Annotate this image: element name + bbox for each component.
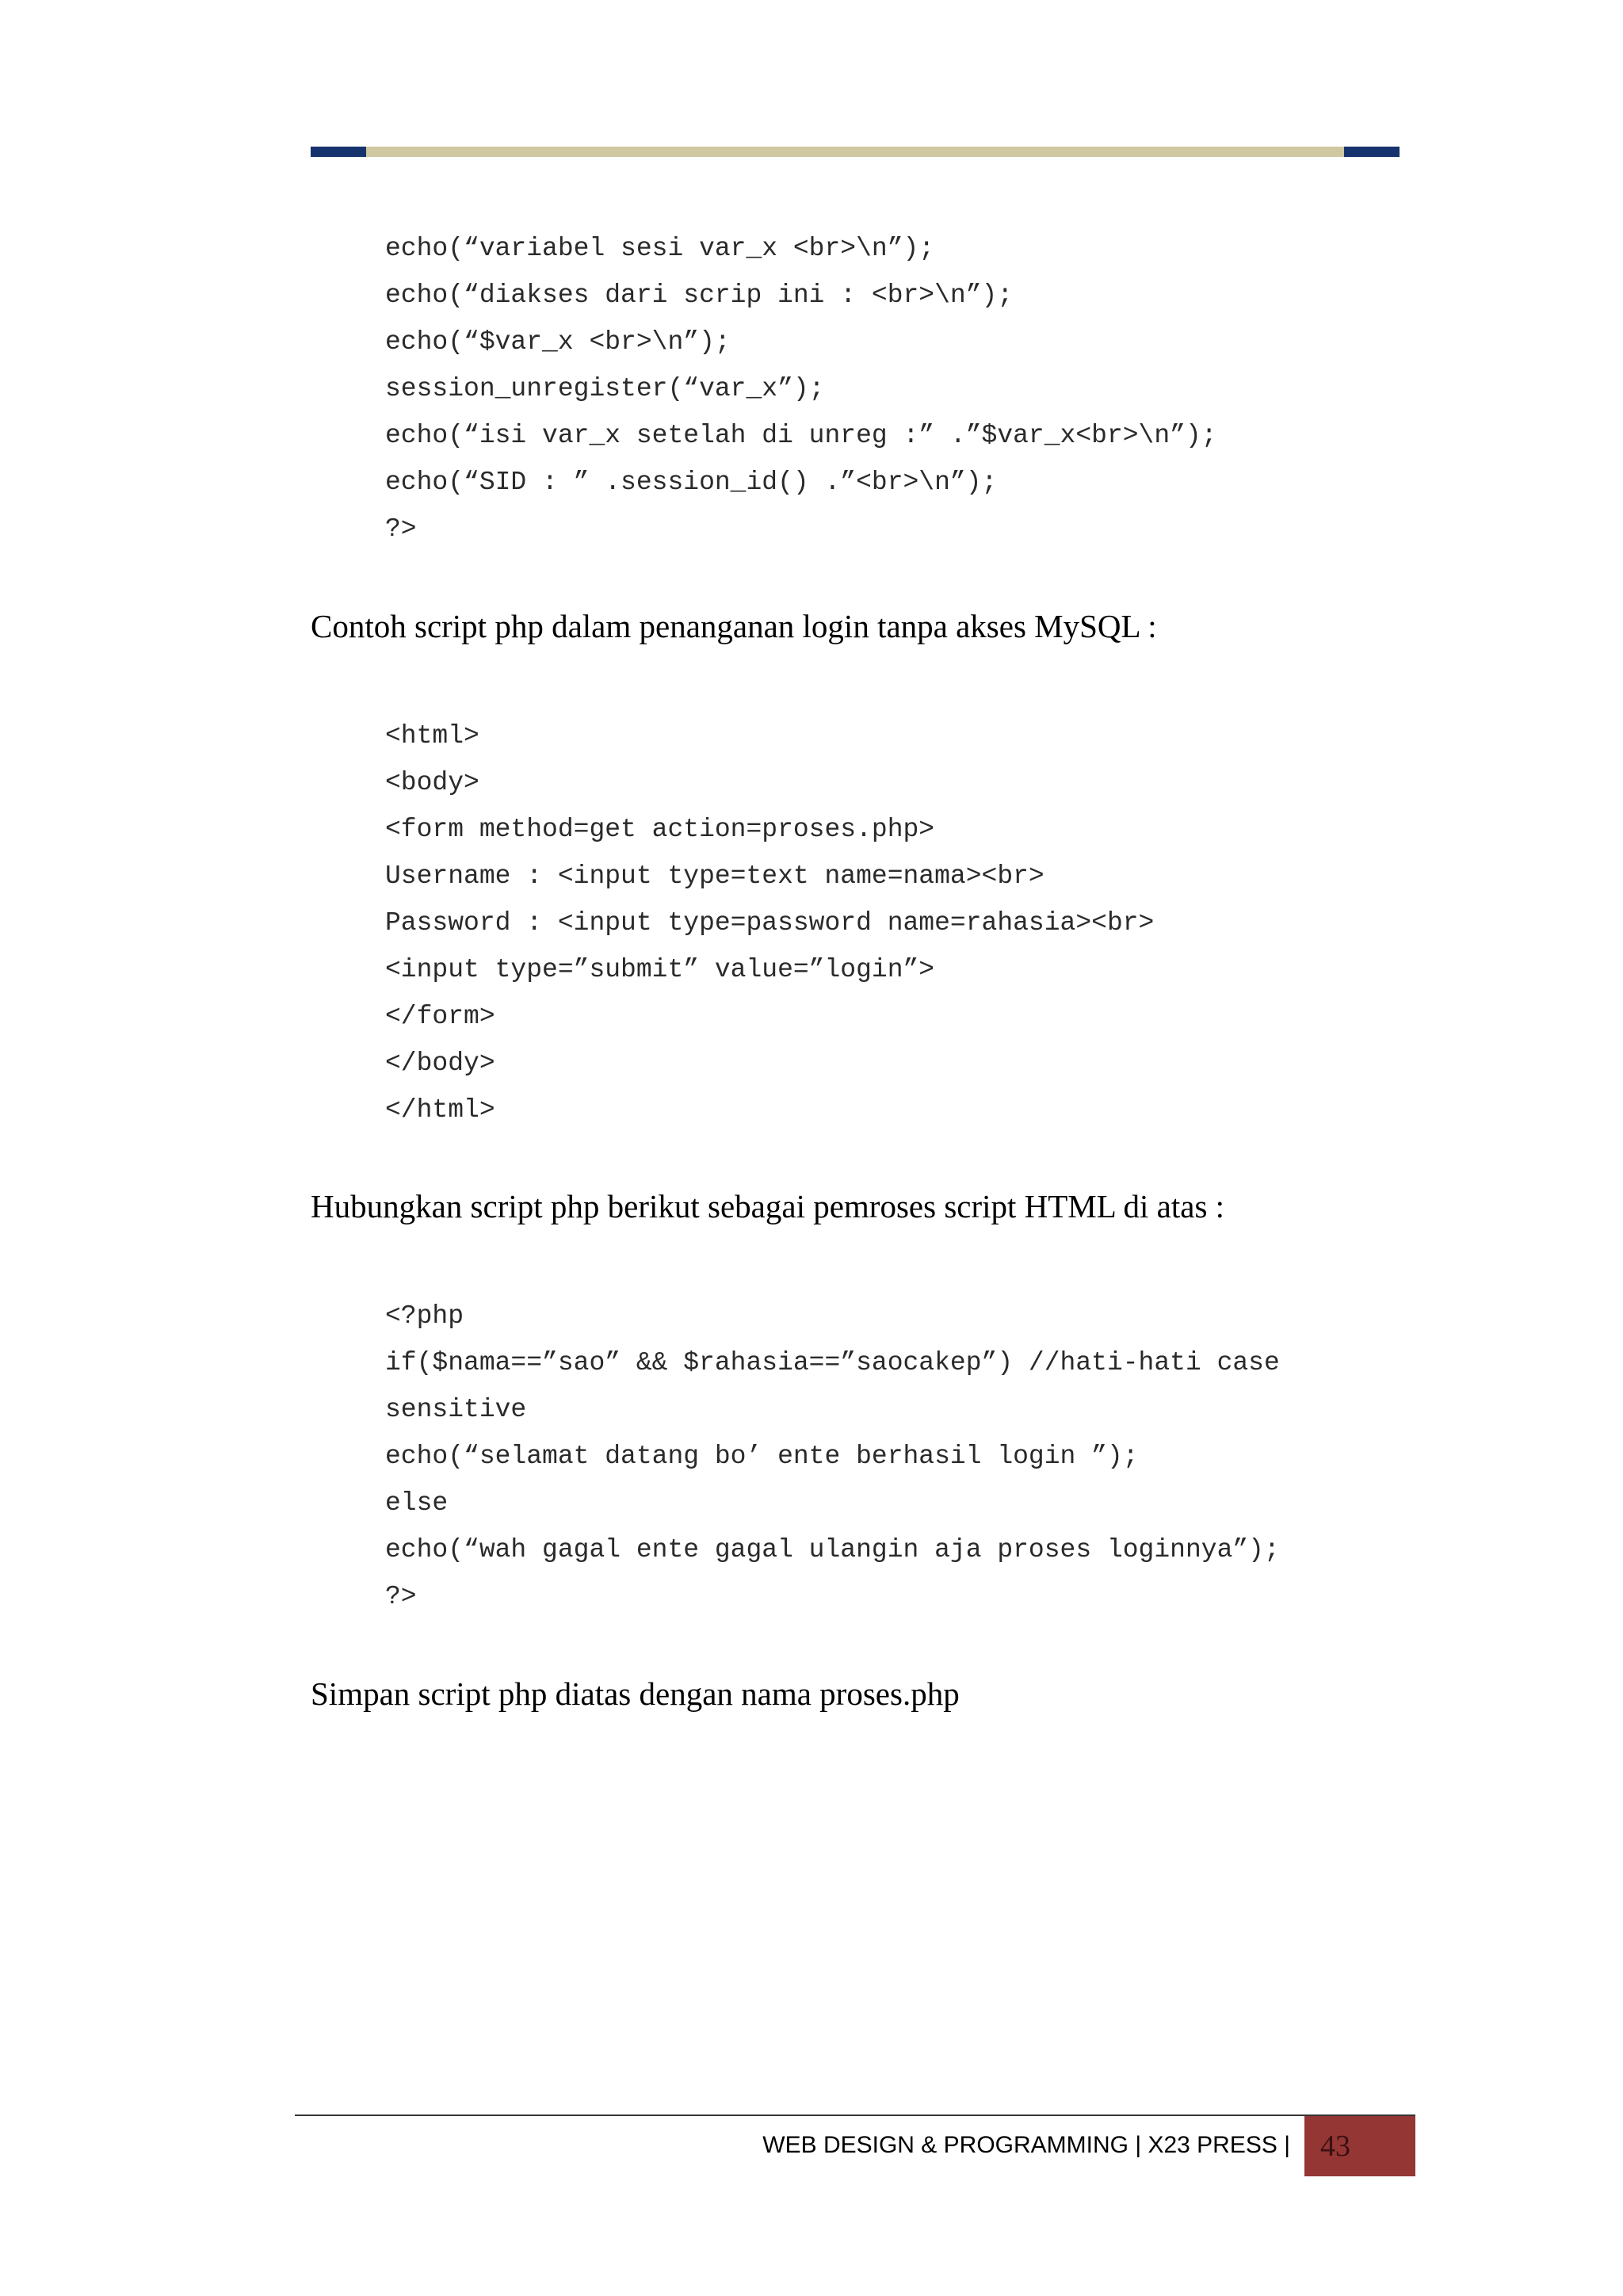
code-line: echo(“SID : ” .session_id() .”<br>\n”); <box>385 468 998 497</box>
code-line: echo(“$var_x <br>\n”); <box>385 327 731 357</box>
header-rule <box>311 147 1400 157</box>
code-line: Password : <input type=password name=rahasia><br> <box>385 908 1155 938</box>
code-block-html-form <box>385 712 1154 1133</box>
code-line: </form> <box>385 1002 495 1031</box>
code-line: <input type=”submit” value=”login”> <box>385 955 935 984</box>
footer-rule <box>295 2115 1415 2116</box>
code-line: echo(“diakses dari scrip ini : <br>\n”); <box>385 281 1014 310</box>
code-line: Username : <input type=text name=nama><br> <box>385 861 1044 891</box>
code-line: </body> <box>385 1049 495 1078</box>
code-line: <body> <box>385 768 479 797</box>
code-line: <html> <box>385 721 479 751</box>
paragraph-save-script: Simpan script php diatas dengan nama proses.php <box>311 1675 960 1712</box>
page-number: 43 <box>1304 2116 1415 2176</box>
code-line: ?> <box>385 1582 417 1611</box>
code-block-session <box>385 225 1217 552</box>
code-line: session_unregister(“var_x”); <box>385 374 825 403</box>
header-rule-left-cap <box>311 147 366 157</box>
code-line: echo(“selamat datang bo’ ente berhasil login ”); <box>385 1442 1139 1471</box>
code-line: else <box>385 1488 449 1518</box>
footer-title: WEB DESIGN & PROGRAMMING | X23 PRESS | <box>762 2132 1290 2158</box>
paragraph-login-example: Contoh script php dalam penanganan login tanpa akses MySQL : <box>311 608 1157 644</box>
code-line: <form method=get action=proses.php> <box>385 815 935 844</box>
header-rule-right-cap <box>1344 147 1400 157</box>
code-line: <?php <box>385 1301 464 1331</box>
paragraph-connect-script: Hubungkan script php berikut sebagai pemroses script HTML di atas : <box>311 1188 1225 1224</box>
code-line: sensitive <box>385 1395 527 1424</box>
code-line: echo(“wah gagal ente gagal ulangin aja proses loginnya”); <box>385 1535 1280 1564</box>
code-block-php-process <box>385 1293 1280 1620</box>
code-line: if($nama==”sao” && $rahasia==”saocakep”) //hati-hati case <box>385 1348 1280 1377</box>
code-line: </html> <box>385 1095 495 1125</box>
code-line: echo(“isi var_x setelah di unreg :” .”$var_x<br>\n”); <box>385 421 1217 450</box>
code-line: ?> <box>385 514 417 544</box>
code-line: echo(“variabel sesi var_x <br>\n”); <box>385 234 935 263</box>
